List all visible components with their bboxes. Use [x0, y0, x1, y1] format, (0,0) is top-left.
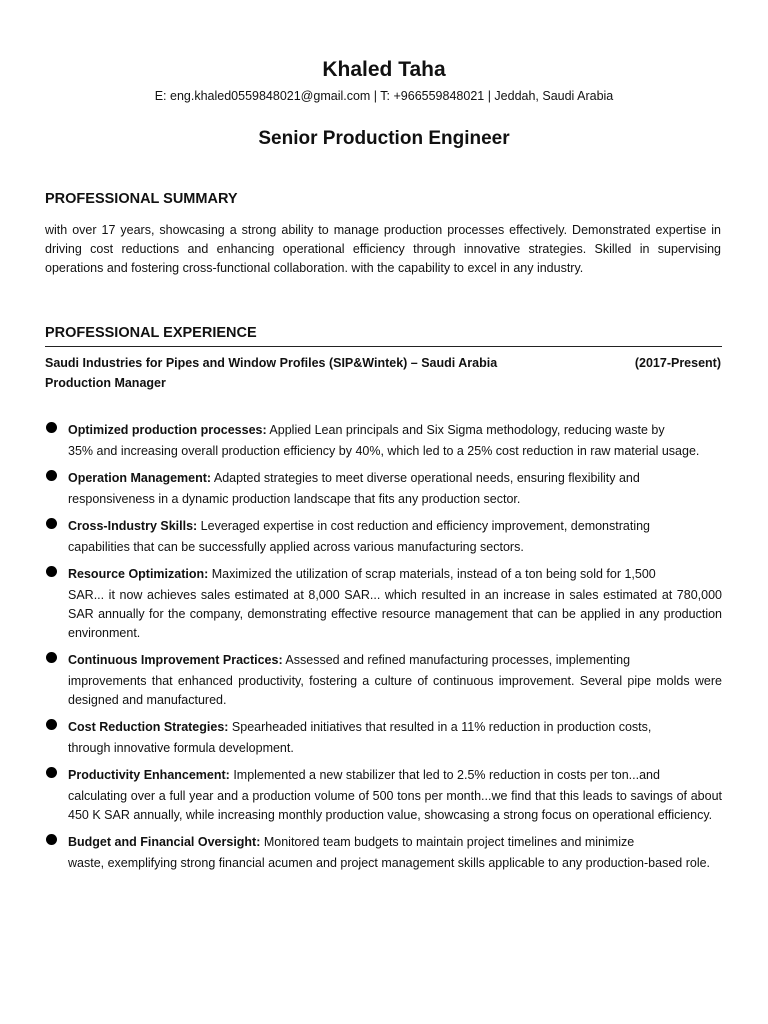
bullet-text-rest: responsiveness in a dynamic production landscape that fits any production sector.	[68, 492, 521, 506]
list-item	[45, 418, 722, 461]
bullet-text-first: Assessed and refined manufacturing processes, implementing	[282, 653, 631, 667]
bullet-text-first: Leveraged expertise in cost reduction and efficiency improvement, demonstrating	[197, 519, 650, 533]
job-role: Production Manager	[45, 376, 166, 390]
bullet-icon	[46, 470, 57, 481]
bullet-text-rest: improvements that enhanced productivity, fostering a culture of continuous improvement. Several pipe molds were designed and manufactured.	[68, 674, 722, 707]
bullet-text-first: Maximized the utilization of scrap materials, instead of a ton being sold for 1,500	[208, 567, 656, 581]
bullet-text-first: Applied Lean principals and Six Sigma methodology, reducing waste by	[266, 423, 665, 437]
section-divider	[45, 346, 722, 347]
list-item	[45, 715, 722, 758]
list-item	[45, 562, 722, 643]
experience-heading: PROFESSIONAL EXPERIENCE	[45, 325, 257, 341]
summary-heading: PROFESSIONAL SUMMARY	[45, 191, 238, 207]
bullet-text-rest: calculating over a full year and a production volume of 500 tons per month...we find that this leads to savings of about 450 K SAR annually, while increasing monthly production value, showcasing a strong focus on operational efficiency.	[68, 789, 722, 822]
bullet-label: Cost Reduction Strategies:	[68, 720, 229, 734]
summary-text: with over 17 years, showcasing a strong ability to manage production processes effectively. Demonstrated expertise in driving cost reductions and enhancing operational efficiency through innovative strategies. Skilled in supervising operations and fostering cross-functional collaboration. with the capability to excel in any industry.	[45, 223, 721, 275]
bullet-icon	[46, 518, 57, 529]
bullet-text-rest: waste, exemplifying strong financial acumen and project management skills applicable to any production-based role.	[68, 856, 711, 870]
bullet-icon	[46, 719, 57, 730]
bullet-icon	[46, 652, 57, 663]
achievements-list	[45, 420, 722, 880]
list-item	[45, 830, 722, 873]
list-item	[45, 763, 722, 825]
bullet-icon	[46, 834, 57, 845]
bullet-label: Operation Management:	[68, 471, 212, 485]
bullet-text-rest: 35% and increasing overall production efficiency by 40%, which led to a 25% cost reduction in raw material usage.	[68, 444, 700, 458]
bullet-label: Resource Optimization:	[68, 567, 209, 581]
company-name: Saudi Industries for Pipes and Window Profiles (SIP&Wintek) – Saudi Arabia	[45, 356, 498, 370]
list-item	[45, 648, 722, 710]
candidate-name: Khaled Taha	[322, 58, 446, 81]
bullet-icon	[46, 767, 57, 778]
bullet-icon	[46, 422, 57, 433]
contact-line: E: eng.khaled0559848021@gmail.com | T: +966559848021 | Jeddah, Saudi Arabia	[154, 89, 614, 103]
list-item	[45, 514, 722, 557]
bullet-text-rest: through innovative formula development.	[68, 741, 294, 755]
bullet-label: Optimized production processes:	[68, 423, 267, 437]
bullet-label: Productivity Enhancement:	[68, 768, 230, 782]
job-title: Senior Production Engineer	[258, 128, 510, 149]
bullet-text-rest: SAR... it now achieves sales estimated at 8,000 SAR... which resulted in an increase in sales estimated at 780,000 SAR annually for the company, demonstrating effective resource management that can be applied in any production environment.	[68, 588, 722, 640]
bullet-icon	[46, 566, 57, 577]
bullet-text-first: Implemented a new stabilizer that led to 2.5% reduction in costs per ton...and	[229, 768, 660, 782]
bullet-text-rest: capabilities that can be successfully applied across various manufacturing sectors.	[68, 540, 524, 554]
bullet-text-first: Monitored team budgets to maintain project timelines and minimize	[260, 835, 635, 849]
bullet-label: Cross-Industry Skills:	[68, 519, 198, 533]
employment-dates: (2017-Present)	[634, 356, 721, 370]
bullet-label: Budget and Financial Oversight:	[68, 835, 261, 849]
bullet-text-first: Spearheaded initiatives that resulted in a 11% reduction in production costs,	[228, 720, 652, 734]
bullet-label: Continuous Improvement Practices:	[68, 653, 283, 667]
bullet-text-first: Adapted strategies to meet diverse operational needs, ensuring flexibility and	[211, 471, 640, 485]
list-item	[45, 466, 722, 509]
